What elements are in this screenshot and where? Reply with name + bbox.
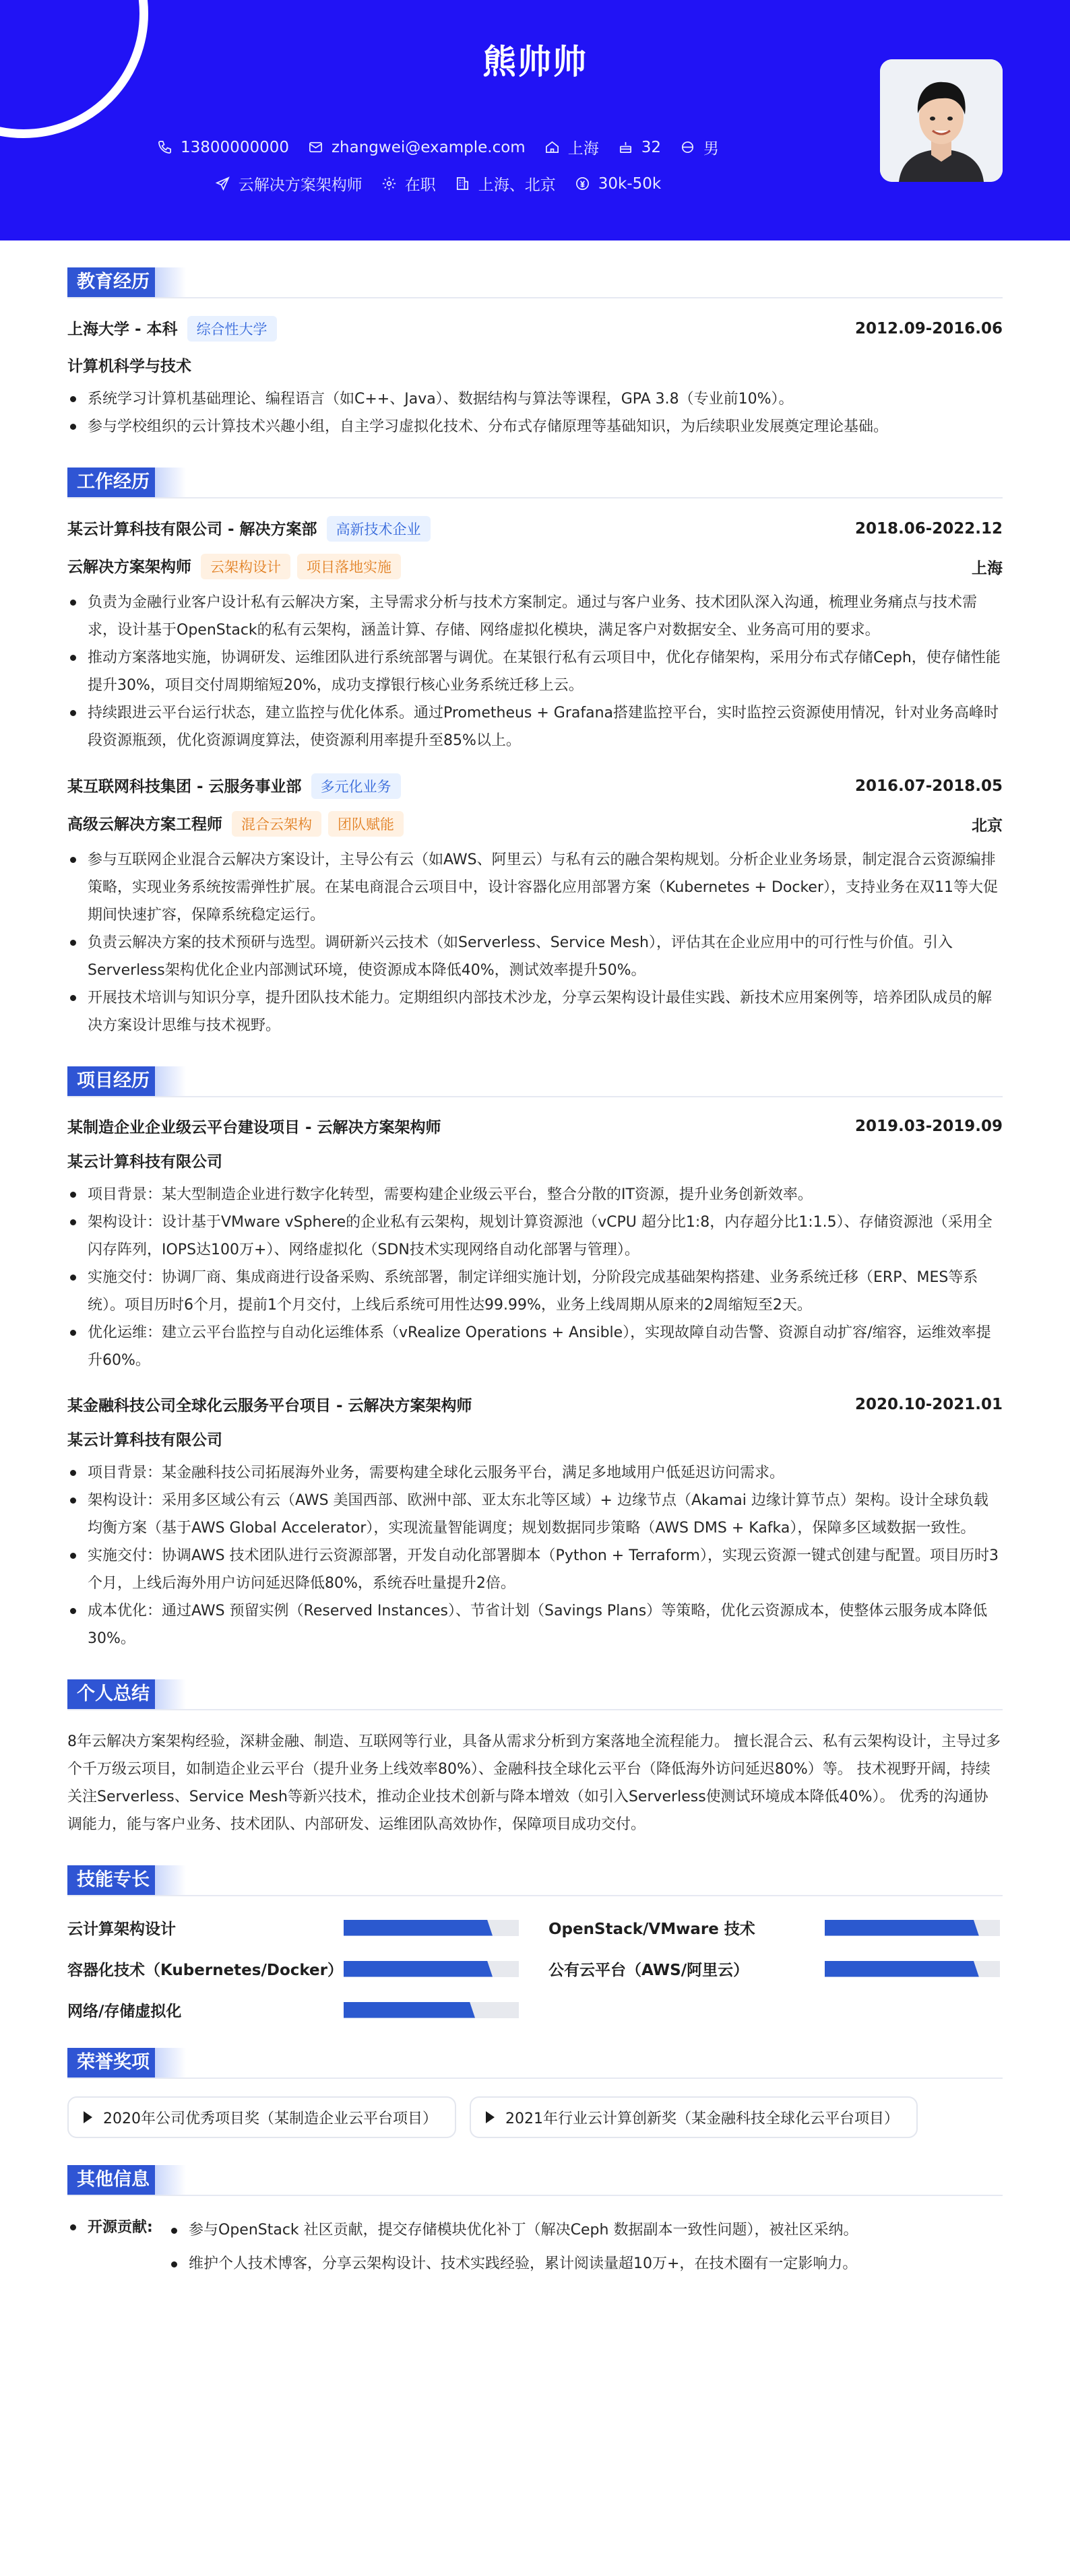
age-text: 32 — [641, 138, 661, 156]
education-date: 2012.09-2016.06 — [854, 320, 1003, 337]
major-name: 计算机科学与技术 — [67, 358, 191, 375]
section-header — [67, 1865, 1003, 1896]
skill-bar — [344, 2002, 519, 2018]
work-date: 2016.07-2018.05 — [854, 777, 1003, 795]
honor-text: 2021年行业云计算创新奖（某金融科技全球化云平台项目） — [505, 2110, 899, 2127]
project-bullets — [67, 1459, 1003, 1652]
skill-item — [67, 1999, 522, 2021]
project-company: 某云计算科技有限公司 — [67, 1431, 222, 1449]
list-item: 负责云解决方案的技术预研与选型。调研新兴云技术（如Serverless、Service Mesh），评估其在企业应用中的可行性与价值。引入Serverless架构优化企业内部测试环境，使资源成本降低40%，测试效率提升50%。 — [67, 929, 1003, 984]
school-name: 上海大学 - 本科 综合性大学 — [67, 316, 277, 342]
work-entry — [67, 516, 1003, 754]
work-date: 2018.06-2022.12 — [854, 520, 1003, 538]
section-title: 个人总结 — [67, 1679, 159, 1709]
education-bullets — [67, 385, 1003, 441]
candidate-name: 熊帅帅 — [482, 42, 588, 82]
project-date: 2019.03-2019.09 — [854, 1117, 1003, 1135]
section-header — [67, 2165, 1003, 2196]
section-title: 荣誉奖项 — [67, 2048, 159, 2078]
company-badge: 高新技术企业 — [327, 516, 431, 542]
play-icon — [84, 2111, 92, 2123]
phone-icon — [157, 139, 172, 155]
skill-bar — [344, 1961, 519, 1977]
skill-item — [548, 1917, 1003, 1939]
honor-text: 2020年公司优秀项目奖（某制造企业云平台项目） — [103, 2110, 437, 2127]
list-item: 参与学校组织的云计算技术兴趣小组，自主学习虚拟化技术、分布式存储原理等基础知识，为后续职业发展奠定理论基础。 — [67, 413, 1003, 441]
money-icon — [575, 176, 590, 191]
mail-icon — [308, 139, 323, 155]
section-header — [67, 468, 1003, 498]
skill-bar-fill — [344, 1961, 493, 1977]
skill-name: OpenStack/VMware 技术 — [548, 1921, 755, 1938]
other-label: 开源贡献: — [67, 2214, 168, 2241]
email-text: zhangwei@example.com — [331, 138, 526, 156]
skill-name: 公有云平台（AWS/阿里云） — [548, 1962, 749, 1979]
skill-item — [548, 1958, 1003, 1980]
list-item: 实施交付：协调AWS 技术团队进行云资源部署，开发自动化部署脚本（Python + Terraform），实现云资源一键式创建与配置。项目历时3个月，上线后海外用户访问延迟降低80%，系统吞吐量提升2倍。 — [67, 1542, 1003, 1597]
job-target-text: 云解决方案架构师 — [238, 176, 363, 194]
phone-info — [157, 139, 289, 156]
avatar — [880, 59, 1003, 182]
skill-bar-fill — [344, 1920, 493, 1936]
send-icon — [215, 176, 230, 191]
section-header — [67, 267, 1003, 298]
target-city-text: 上海、北京 — [478, 176, 556, 194]
list-item: 优化运维：建立云平台监控与自动化运维体系（vRealize Operations + Ansible），实现故障自动告警、资源自动扩容/缩容，运维效率提升60%。 — [67, 1319, 1003, 1374]
building-icon — [455, 176, 470, 191]
list-item: 架构设计：采用多区域公有云（AWS 美国西部、欧洲中部、亚太东北等区域）+ 边缘节点（Akamai 边缘计算节点）架构。设计全球负载均衡方案（基于AWS Global Accelerator），实现流量智能调度；规划数据同步策略（AWS DMS + Kafka），保障多区域数据一致性。 — [67, 1487, 1003, 1542]
list-item: 持续跟进云平台运行状态，建立监控与优化体系。通过Prometheus + Grafana搭建监控平台，实时监控云资源使用情况，针对业务高峰时段资源瓶颈，优化资源调度算法，使资源利用率提升至85%以上。 — [67, 699, 1003, 754]
gender-icon — [680, 139, 695, 155]
project-bullets — [67, 1181, 1003, 1374]
role-tag: 项目落地实施 — [297, 554, 401, 579]
summary-section — [67, 1679, 1003, 1838]
city-info — [544, 136, 599, 158]
skill-bar-fill — [825, 1920, 979, 1936]
list-item: 系统学习计算机基础理论、编程语言（如C++、Java）、数据结构与算法等课程，GPA 3.8（专业前10%）。 — [67, 385, 1003, 413]
project-company: 某云计算科技有限公司 — [67, 1153, 222, 1171]
list-item: 参与OpenStack 社区贡献，提交存储模块优化补丁（解决Ceph 数据副本一致性问题），被社区采纳。 — [168, 2214, 858, 2247]
role-tag: 团队赋能 — [328, 811, 404, 837]
other-section — [67, 2165, 1003, 2281]
work-entry — [67, 773, 1003, 1039]
skill-bar-fill — [825, 1961, 979, 1977]
work-location: 北京 — [972, 816, 1003, 835]
skill-bar — [825, 1961, 1000, 1977]
city-text: 上海 — [567, 140, 599, 158]
skills-section — [67, 1865, 1003, 2021]
education-section — [67, 267, 1003, 441]
role-tag: 混合云架构 — [232, 811, 321, 837]
honor-item — [67, 2096, 456, 2138]
summary-text: 8年云解决方案架构经验，深耕金融、制造、互联网等行业，具备从需求分析到方案落地全流程能力。 擅长混合云、私有云架构设计，主导过多个千万级云项目，如制造企业云平台（提升业务上线效率80%）、金融科技全球化云平台（降低海外访问延迟80%）等。 技术视野开阔，持续关注Serverless、Service Mesh等新兴技术，推动企业技术创新与降本增效（如引入Serverless使测试环境成本降低40%）。 优秀的沟通协调能力，能与客户业务、技术团队、内部研发、运维团队高效协作，保障项目成功交付。 — [67, 1733, 1001, 1833]
project-entry — [67, 1115, 1003, 1374]
list-item: 参与互联网企业混合云解决方案设计，主导公有云（如AWS、阿里云）与私有云的融合架构规划。分析企业业务场景，制定混合云资源编排策略，实现业务系统按需弹性扩展。在某电商混合云项目中，设计容器化应用部署方案（Kubernetes + Docker），支持业务在双11等大促期间快速扩容，保障系统稳定运行。 — [67, 846, 1003, 929]
gender-text: 男 — [703, 140, 719, 158]
project-name: 某金融科技公司全球化云服务平台项目 - 云解决方案架构师 — [67, 1397, 472, 1415]
intention-row — [0, 172, 876, 195]
list-item: 负责为金融行业客户设计私有云解决方案，主导需求分析与技术方案制定。通过与客户业务、技术团队深入沟通，梳理业务痛点与技术需求，设计基于OpenStack的私有云架构，涵盖计算、存储、网络虚拟化模块，满足客户对数据安全、业务高可用的要求。 — [67, 589, 1003, 644]
role-name: 高级云解决方案工程师 混合云架构 团队赋能 — [67, 811, 404, 837]
resume-body — [0, 267, 1070, 2281]
project-name: 某制造企业企业级云平台建设项目 - 云解决方案架构师 — [67, 1119, 441, 1136]
contact-row — [0, 136, 876, 158]
company-name: 某互联网科技集团 - 云服务事业部 多元化业务 — [67, 773, 401, 799]
school-badge: 综合性大学 — [187, 316, 277, 342]
list-item: 开展技术培训与知识分享，提升团队技术能力。定期组织内部技术沙龙，分享云架构设计最佳实践、新技术应用案例等，培养团队成员的解决方案设计思维与技术视野。 — [67, 984, 1003, 1039]
skill-item — [67, 1917, 522, 1939]
list-item: 架构设计：设计基于VMware vSphere的企业私有云架构，规划计算资源池（vCPU 超分比1:8，内存超分比1:1.5）、存储资源池（采用全闪存阵列，IOPS达100万+）、网络虚拟化（SDN技术实现网络自动化部署与管理）。 — [67, 1209, 1003, 1264]
section-title: 其他信息 — [67, 2165, 159, 2195]
company-badge: 多元化业务 — [311, 773, 401, 799]
section-title: 技能专长 — [67, 1865, 159, 1895]
section-title: 教育经历 — [67, 267, 159, 297]
skill-item — [67, 1958, 522, 1980]
section-title: 工作经历 — [67, 468, 159, 497]
list-item: 项目背景：某金融科技公司拓展海外业务，需要构建全球化云服务平台，满足多地域用户低延迟访问需求。 — [67, 1459, 1003, 1487]
skill-name: 云计算架构设计 — [67, 1921, 176, 1938]
skill-bar — [344, 1920, 519, 1936]
list-item: 维护个人技术博客，分享云架构设计、技术实践经验，累计阅读量超10万+，在技术圈有一定影响力。 — [168, 2247, 858, 2281]
project-date: 2020.10-2021.01 — [854, 1395, 1003, 1413]
status-info — [381, 172, 436, 195]
skill-bar-fill — [344, 2002, 475, 2018]
list-item: 推动方案落地实施，协调研发、运维团队进行系统部署与调优。在某银行私有云项目中，优化存储架构，采用分布式存储Ceph，使存储性能提升30%，项目交付周期缩短20%，成功支撑银行核心业务系统迁移上云。 — [67, 644, 1003, 699]
resume-header — [0, 0, 1070, 240]
skill-list — [67, 1914, 1003, 2021]
salary-text: 30k-50k — [598, 174, 662, 193]
skill-name: 容器化技术（Kubernetes/Docker） — [67, 1962, 344, 1979]
role-tag: 云架构设计 — [201, 554, 290, 579]
phone-text: 13800000000 — [181, 138, 289, 156]
section-title: 项目经历 — [67, 1066, 159, 1096]
work-bullets — [67, 846, 1003, 1039]
gear-icon — [381, 176, 397, 191]
section-header — [67, 2048, 1003, 2079]
list-item: 成本优化：通过AWS 预留实例（Reserved Instances）、节省计划（Savings Plans）等策略，优化云资源成本，使整体云服务成本降低30%。 — [67, 1597, 1003, 1652]
role-name: 云解决方案架构师 云架构设计 项目落地实施 — [67, 554, 401, 579]
open-source-info — [67, 2214, 1003, 2281]
section-header — [67, 1679, 1003, 1710]
skill-name: 网络/存储虚拟化 — [67, 2003, 182, 2020]
play-icon — [486, 2111, 495, 2123]
cake-icon — [618, 139, 633, 155]
project-section — [67, 1066, 1003, 1652]
age-info — [618, 139, 661, 156]
company-name: 某云计算科技有限公司 - 解决方案部 高新技术企业 — [67, 516, 431, 542]
salary-info — [575, 175, 661, 193]
list-item: 实施交付：协调厂商、集成商进行设备采购、系统部署，制定详细实施计划，分阶段完成基础架构搭建、业务系统迁移（ERP、MES等系统）。项目历时6个月，提前1个月交付，上线后系统可用性达99.99%，业务上线周期从原来的2周缩短至2天。 — [67, 1264, 1003, 1319]
home-icon — [544, 139, 560, 155]
job-target-info — [215, 172, 363, 195]
list-item: 项目背景：某大型制造企业进行数字化转型，需要构建企业级云平台，整合分散的IT资源，提升业务创新效率。 — [67, 1181, 1003, 1209]
other-list — [168, 2214, 858, 2281]
project-entry — [67, 1393, 1003, 1652]
honor-list — [67, 2096, 1003, 2138]
work-section — [67, 468, 1003, 1039]
status-text: 在职 — [404, 176, 436, 194]
target-city-info — [455, 172, 556, 195]
honor-item — [470, 2096, 918, 2138]
section-header — [67, 1066, 1003, 1097]
work-location: 上海 — [972, 559, 1003, 577]
honors-section — [67, 2048, 1003, 2138]
email-info — [308, 139, 526, 156]
work-bullets — [67, 589, 1003, 754]
skill-bar — [825, 1920, 1000, 1936]
gender-info — [680, 136, 719, 158]
